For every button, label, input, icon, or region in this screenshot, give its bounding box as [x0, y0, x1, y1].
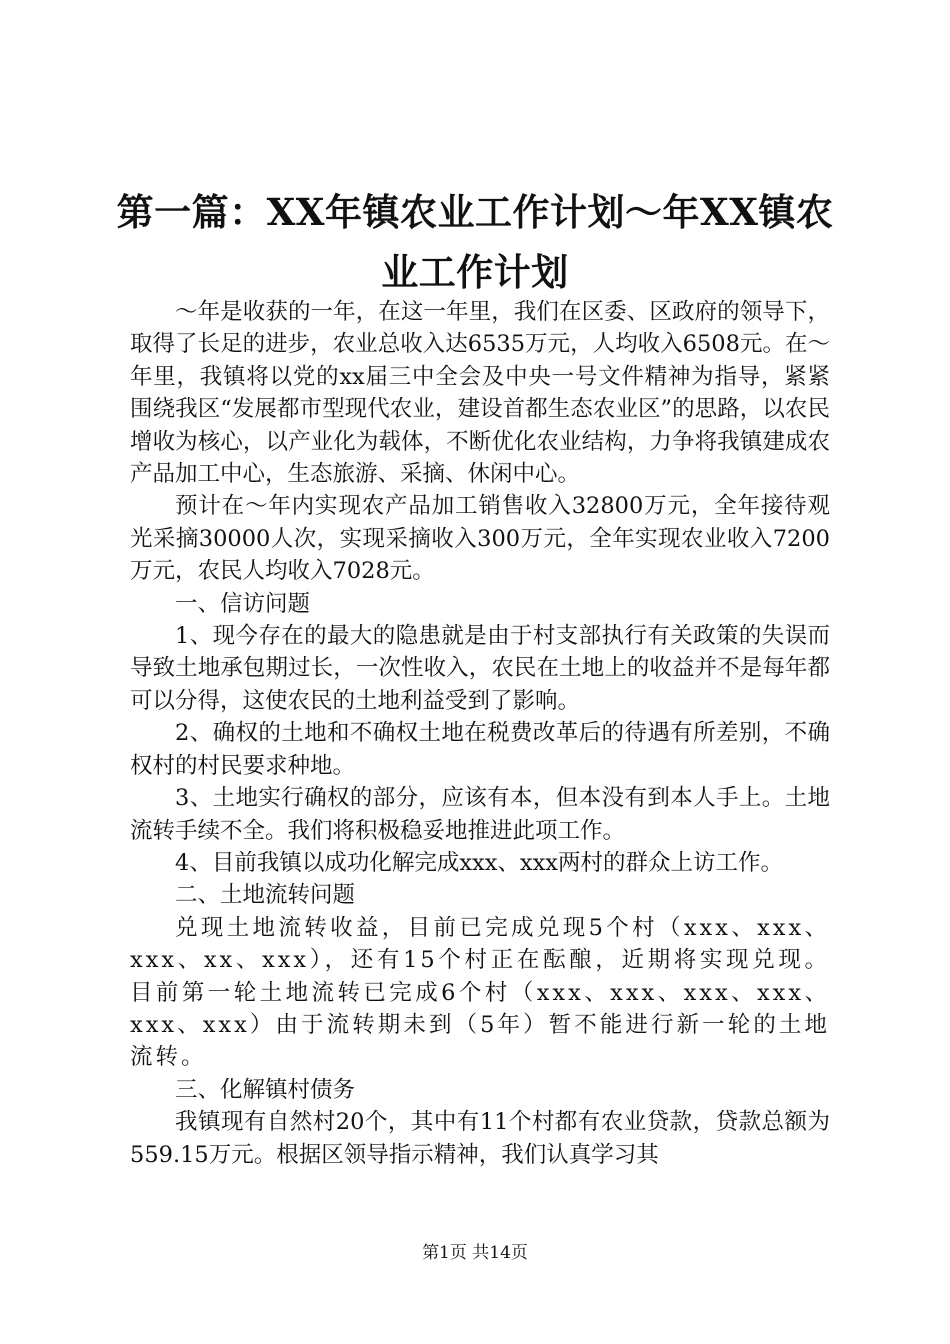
list-item-petition-4: 4、目前我镇以成功化解完成xxx、xxx两村的群众上访工作。 [175, 849, 783, 876]
document-body [130, 296, 830, 1171]
paragraph-land-transfer: 兑现土地流转收益，目前已完成兑现5个村（xxx、xxx、xxx、xx、xxx），还有15个村正在酝酿，近期将实现兑现。目前第一轮土地流转已完成6个村（xxx、xxx、xxx、xxx、xxx、xxx）由于流转期未到（5年）暂不能进行新一轮的土地流转。 [130, 914, 830, 1071]
section-heading-petitions: 一、信访问题 [175, 590, 311, 617]
page-number-footer: 第1页 共14页 [422, 1243, 528, 1263]
paragraph-debt: 我镇现有自然村20个，其中有11个村都有农业贷款，贷款总额为559.15万元。根据区领导指示精神，我们认真学习其 [130, 1109, 830, 1168]
section-heading-land-transfer: 二、土地流转问题 [175, 882, 356, 909]
list-item-petition-2: 2、确权的土地和不确权土地在税费改革后的待遇有所差别，不确权村的村民要求种地。 [130, 720, 830, 779]
paragraph-intro: ～年是收获的一年，在这一年里，我们在区委、区政府的领导下，取得了长足的进步，农业总收入达6535万元，人均收入6508元。在～年里，我镇将以党的xx届三中全会及中央一号文件精神为指导，紧紧围绕我区“发展都市型现代农业，建设首都生态农业区”的思路，以农民增收为核心，以产业化为载体，不断优化农业结构，力争将我镇建成农产品加工中心，生态旅游、采摘、休闲中心。 [130, 299, 830, 488]
section-heading-debt: 三、化解镇村债务 [175, 1076, 356, 1103]
list-item-petition-1: 1、现今存在的最大的隐患就是由于村支部执行有关政策的失误而导致土地承包期过长，一次性收入，农民在土地上的收益并不是每年都可以分得，这使农民的土地利益受到了影响。 [130, 623, 830, 714]
document-title: 第一篇：XX年镇农业工作计划～年XX镇农业工作计划 [116, 190, 834, 294]
paragraph-forecast: 预计在～年内实现农产品加工销售收入32800万元，全年接待观光采摘30000人次，实现采摘收入300万元，全年实现农业收入7200万元，农民人均收入7028元。 [130, 493, 830, 585]
list-item-petition-3: 3、土地实行确权的部分，应该有本，但本没有到本人手上。土地流转手续不全。我们将积极稳妥地推进此项工作。 [130, 785, 830, 844]
